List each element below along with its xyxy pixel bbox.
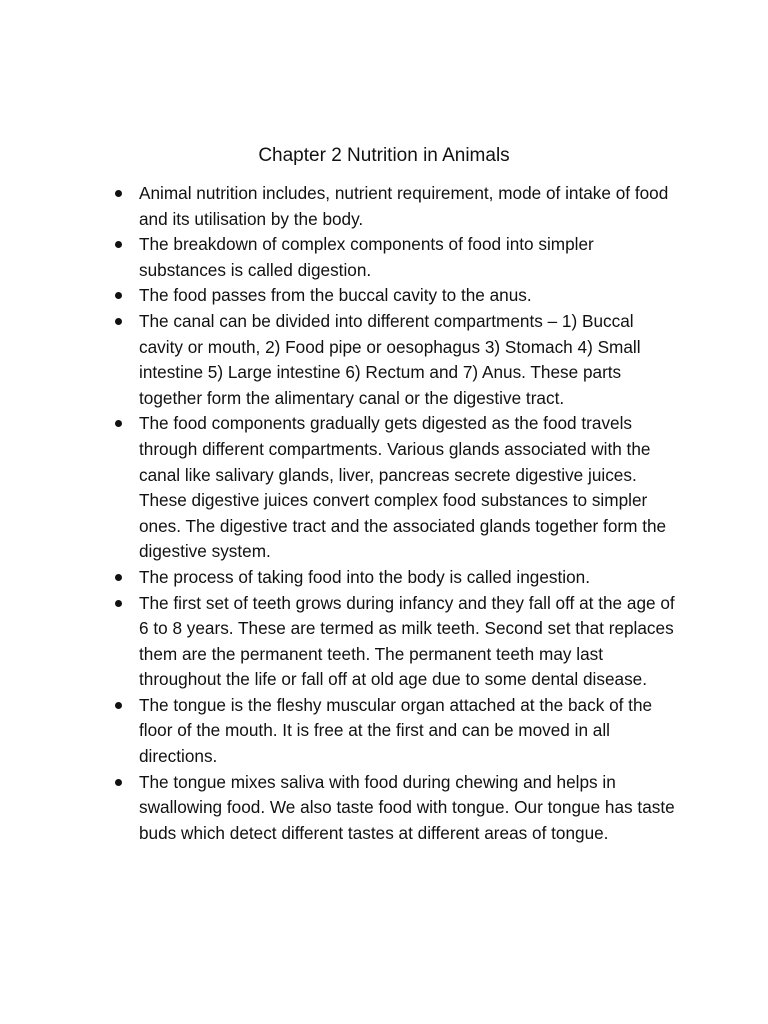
list-item-text: The food passes from the buccal cavity to the anus. — [139, 285, 532, 306]
page-title: Chapter 2 Nutrition in Animals — [258, 145, 510, 166]
list-item — [139, 693, 679, 770]
list-item — [139, 411, 679, 565]
list-item-text: The first set of teeth grows during infancy and they fall off at the age of 6 to 8 years. These are termed as milk teeth. Second set that replaces them are the permanent teeth. The permanent teeth may last throughout the life or fall off at old age due to some dental disease. — [139, 592, 675, 690]
list-item — [139, 770, 679, 847]
list-item — [139, 181, 679, 232]
list-item-text: The tongue is the fleshy muscular organ attached at the back of the floor of the mouth. It is free at the first and can be moved in all directions. — [139, 694, 653, 767]
bullet-icon — [115, 779, 122, 786]
list-item-text: The canal can be divided into different compartments – 1) Buccal cavity or mouth, 2) Food pipe or oesophagus 3) Stomach 4) Small intestine 5) Large intestine 6) Rectum and 7) Anus. These parts together form the alimentary canal or the digestive tract. — [139, 310, 641, 408]
bullet-list — [139, 181, 679, 846]
bullet-icon — [115, 702, 122, 709]
bullet-icon — [115, 190, 122, 197]
list-item — [139, 283, 679, 309]
bullet-icon — [115, 420, 122, 427]
bullet-icon — [115, 241, 122, 248]
list-item — [139, 232, 679, 283]
list-item-text: The breakdown of complex components of food into simpler substances is called digestion. — [139, 234, 594, 280]
bullet-icon — [115, 292, 122, 299]
list-item-text: Animal nutrition includes, nutrient requirement, mode of intake of food and its utilisation by the body. — [139, 183, 669, 229]
bullet-icon — [115, 318, 122, 325]
list-item — [139, 591, 679, 693]
list-item-text: The tongue mixes saliva with food during chewing and helps in swallowing food. We also taste food with tongue. Our tongue has taste buds which detect different tastes at different areas of tongue. — [139, 771, 675, 843]
list-item — [139, 565, 679, 591]
list-item — [139, 309, 679, 411]
bullet-icon — [115, 600, 122, 607]
list-item-text: The process of taking food into the body is called ingestion. — [139, 566, 590, 587]
list-item-text: The food components gradually gets digested as the food travels through different compartments. Various glands associated with the canal like salivary glands, liver, pancreas secrete digestive juices. These digestive juices convert complex food substances to simpler ones. The digestive tract and the associated glands together form the digestive system. — [139, 413, 667, 562]
bullet-icon — [115, 574, 122, 581]
